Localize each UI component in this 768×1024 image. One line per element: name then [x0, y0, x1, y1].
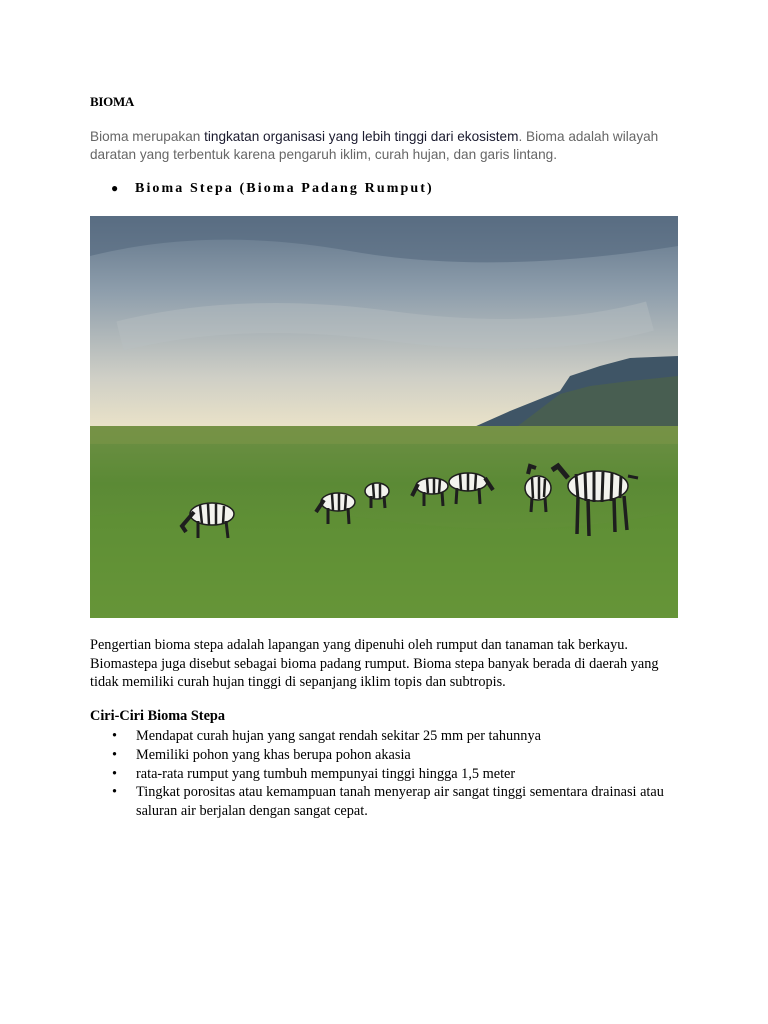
list-item	[90, 765, 690, 784]
biome-subheading	[111, 181, 434, 197]
list-bullet: •	[112, 784, 118, 801]
document-title: BIOMA	[90, 94, 135, 109]
subheading-text: Bioma Stepa (Bioma Padang Rumput)	[135, 181, 434, 196]
list-item	[90, 783, 690, 821]
list-item	[90, 746, 690, 765]
intro-highlight: tingkatan organisasi yang lebih tinggi dari ekosistem	[204, 129, 519, 144]
subheading-bullet: ●	[111, 181, 119, 195]
ciri-heading: Ciri-Ciri Bioma Stepa	[90, 708, 226, 724]
intro-paragraph	[90, 128, 680, 164]
intro-text-start: Bioma merupakan	[90, 129, 205, 144]
list-item	[90, 727, 690, 746]
list-bullet: •	[112, 728, 118, 744]
stepa-description: Pengertian bioma stepa adalah lapangan yang dipenuhi oleh rumput dan tanaman tak berkayu. Biomastepa juga disebut sebagai bioma padang rumput. Bioma stepa banyak berada di daerah yang tidak memiliki curah hujan tinggi di sepanjang iklim topis dan subtropis.	[90, 637, 659, 690]
list-item-text: rata-rata rumput yang tumbuh mempunyai tinggi hingga 1,5 meter	[136, 765, 516, 782]
list-bullet: •	[112, 765, 118, 782]
steppe-zebra-photo	[90, 216, 678, 618]
intro-text-end: . Bioma adalah wilayah daratan yang terbentuk karena pengaruh iklim, curah hujan, dan garis lintang.	[90, 129, 659, 162]
ciri-list	[90, 727, 690, 821]
list-item-text: Memiliki pohon yang khas berupa pohon akasia	[136, 746, 411, 763]
list-bullet: •	[112, 746, 118, 763]
list-item-text: Tingkat porositas atau kemampuan tanah menyerap air sangat tinggi sementara drainasi atau saluran air berjalan dengan sangat cepat.	[136, 784, 664, 820]
list-item-text: Mendapat curah hujan yang sangat rendah sekitar 25 mm per tahunnya	[136, 728, 541, 744]
